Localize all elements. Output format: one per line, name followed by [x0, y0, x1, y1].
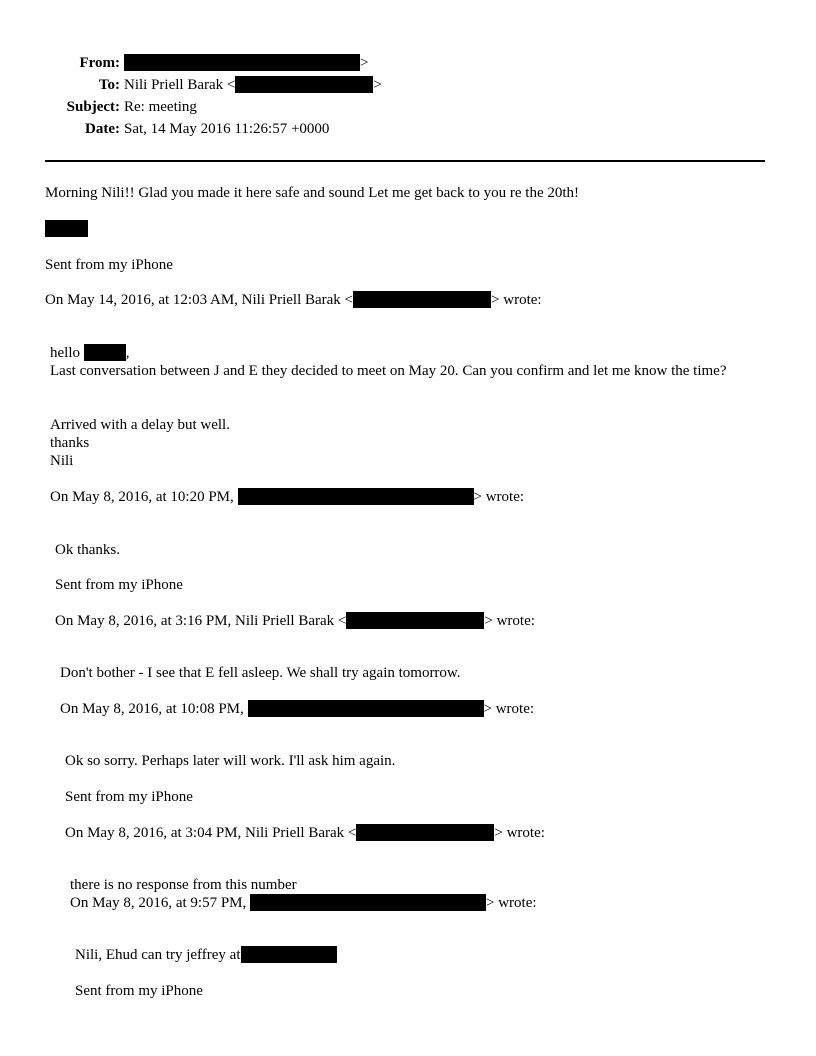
greeting-text: hello: [50, 345, 80, 361]
header-divider: [45, 160, 765, 162]
quote-header-text: On May 8, 2016, at 10:20 PM,: [50, 489, 234, 505]
greeting-comma: ,: [125, 345, 130, 361]
sent-from-iphone: Sent from my iPhone: [55, 577, 183, 593]
header-to-row: [0, 76, 460, 94]
message-line: Ok thanks.: [55, 542, 120, 558]
redaction: [124, 54, 360, 71]
quote-header-text: On May 8, 2016, at 9:57 PM,: [70, 895, 247, 911]
message-line: Don't bother - I see that E fell asleep. We shall try again tomorrow.: [60, 665, 461, 681]
quote-header-text: On May 8, 2016, at 3:16 PM, Nili Priell Barak <: [55, 613, 347, 629]
from-label: From:: [79, 55, 120, 71]
redaction: [241, 946, 337, 963]
redaction: [356, 824, 494, 841]
message-paragraph: Last conversation between J and E they decided to meet on May 20. Can you confirm and let me know the time?: [50, 363, 727, 379]
to-label: To:: [98, 77, 120, 93]
quote-header-wrote: > wrote:: [483, 701, 535, 717]
redaction: [84, 344, 126, 361]
signature: Nili: [50, 453, 74, 469]
greeting: [50, 344, 130, 362]
sent-from-iphone: Sent from my iPhone: [65, 789, 193, 805]
subject-value: Re: meeting: [124, 99, 197, 115]
to-suffix: >: [373, 77, 382, 93]
message-line: [75, 946, 337, 964]
sent-from-iphone: Sent from my iPhone: [75, 983, 203, 999]
quote-header-text: On May 14, 2016, at 12:03 AM, Nili Priell Barak <: [45, 292, 354, 308]
quote-header: [70, 894, 537, 912]
redaction: [235, 76, 373, 93]
message-line: there is no response from this number: [70, 877, 297, 893]
redaction: [248, 700, 484, 717]
date-label: Date:: [85, 121, 120, 137]
sent-from-iphone: Sent from my iPhone: [45, 257, 173, 273]
quote-header: [50, 488, 524, 506]
quote-header-text: On May 8, 2016, at 3:04 PM, Nili Priell Barak <: [65, 825, 357, 841]
message-line: Morning Nili!! Glad you made it here safe and sound Let me get back to you re the 20th!: [45, 185, 580, 201]
message-line: Arrived with a delay but well.: [50, 417, 230, 433]
message-text: Nili, Ehud can try jeffrey at: [75, 947, 241, 963]
redaction: [346, 612, 484, 629]
header-date-row: [0, 120, 460, 138]
header-from-row: [0, 54, 460, 72]
quote-header-wrote: > wrote:: [491, 292, 542, 308]
quote-header: [60, 700, 534, 718]
header-subject-row: [0, 98, 460, 116]
redaction: [353, 291, 491, 308]
redaction: [250, 894, 486, 911]
quote-header-wrote: > wrote:: [484, 613, 535, 629]
quote-header: [45, 291, 542, 309]
quote-header-wrote: > wrote:: [494, 825, 545, 841]
quote-header: [65, 824, 545, 842]
subject-label: Subject:: [66, 99, 120, 115]
quote-header-wrote: > wrote:: [473, 489, 525, 505]
quote-header: [55, 612, 535, 630]
quote-header-text: On May 8, 2016, at 10:08 PM,: [60, 701, 244, 717]
to-value: [124, 76, 382, 94]
message-line: Ok so sorry. Perhaps later will work. I'll ask him again.: [65, 753, 396, 769]
from-suffix: >: [360, 55, 369, 71]
redaction: [45, 220, 88, 237]
redaction: [238, 488, 474, 505]
from-value: [124, 54, 368, 72]
message-line: thanks: [50, 435, 90, 451]
date-value: Sat, 14 May 2016 11:26:57 +0000: [124, 121, 330, 137]
quote-header-wrote: > wrote:: [486, 895, 537, 911]
to-name: Nili Priell Barak <: [124, 77, 236, 93]
